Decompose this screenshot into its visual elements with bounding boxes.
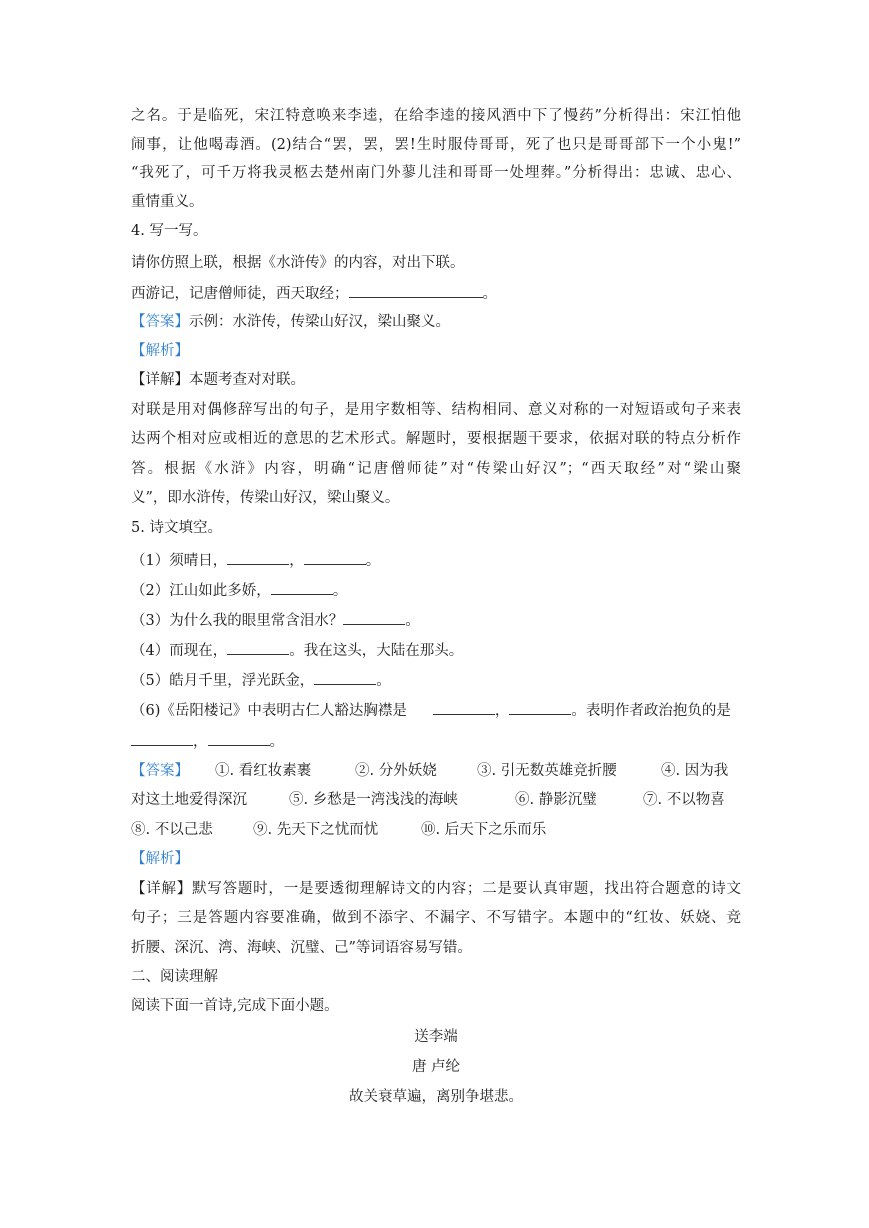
answer-item: ⑩. 后天下之乐而乐: [421, 822, 547, 838]
q5-title: 5. 诗文填空。: [131, 520, 222, 536]
q4-upper-text: 西游记，记唐僧师徒，西天取经；: [131, 286, 349, 302]
q4-detail-intro-text: 本题考查对对联。: [189, 372, 305, 388]
fill-blank: [227, 550, 289, 565]
answer-item: ⑧. 不以己悲: [131, 822, 213, 838]
punct: 。: [332, 583, 348, 599]
fill-blank: [349, 283, 483, 298]
q5-item-2: [131, 580, 741, 601]
section-heading: 二、阅读理解: [131, 969, 218, 985]
q5-item-4: [131, 640, 741, 661]
answer-item: ②. 分外妖娆: [355, 763, 437, 779]
q5-detail-text: 默写答题时，一是要透彻理解诗文的内容；二是要认真审题，找出符合题意的诗文: [192, 881, 741, 897]
q4-detail-line: 答。根据《水浒》内容，明确“记唐僧师徒”对“传梁山好汉”；“西天取经”对“梁山聚: [131, 461, 741, 477]
poem-line: 故关衰草遍，离别争堪悲。: [349, 1089, 523, 1105]
answer-item: ①. 看红妆素裹: [215, 763, 312, 779]
analysis-tag: 【解析】: [131, 343, 189, 359]
punct: ，: [289, 553, 304, 569]
answer-item: ⑨. 先天下之忧而忧: [253, 822, 379, 838]
q5-detail-line: 句子；三是答题内容要准确，做到不添字、不漏字、不写错字。本题中的“红妆、妖娆、竞: [131, 910, 741, 926]
q5-item-text: （1）须晴日，: [131, 553, 228, 569]
detail-tag: 【详解】: [131, 881, 193, 897]
q5-answer-row: [131, 761, 741, 781]
q5-item-3: [131, 610, 741, 631]
q3-analysis-line: 重情重义。: [131, 194, 204, 210]
answer-tag: 【答案】: [131, 763, 189, 779]
q5-item-1: [131, 550, 741, 571]
q5-item-text: （2）江山如此多娇，: [131, 583, 271, 599]
q4-detail-line: 达两个相对应或相近的意思的艺术形式。解题时，要根据题干要求，依据对联的特点分析作: [131, 431, 741, 447]
q4-answer: [131, 312, 741, 332]
answer-item: ④. 因为我: [661, 763, 729, 779]
section-instruction: 阅读下面一首诗,完成下面小题。: [131, 998, 339, 1014]
answer-item: ③. 引无数英雄竞折腰: [477, 763, 617, 779]
q5-item-6-cont: [131, 731, 741, 752]
fill-blank: [304, 550, 366, 565]
q4-detail-intro: [131, 370, 741, 390]
fill-blank: [314, 670, 376, 685]
answer-item: ⑥. 静影沉璧: [515, 792, 597, 808]
q5-detail-line: 折腰、深沉、湾、海峡、沉璧、己”等词语容易写错。: [131, 940, 472, 956]
punct: 。: [376, 673, 391, 689]
q3-analysis-line: “我死了，可千万将我灵柩去楚州南门外蓼儿洼和哥哥一处埋葬。”分析得出：忠诚、忠心、: [131, 165, 741, 181]
q5-item-text: 。表明作者政治抱负的是: [571, 703, 731, 719]
q5-item-text: 。我在这头，大陆在那头。: [289, 643, 464, 659]
punct: 。: [269, 734, 284, 750]
q5-item-text: （4）而现在，: [131, 643, 228, 659]
q3-analysis-line: 闹事，让他喝毒酒。(2)结合“罢，罢，罢!生时服侍哥哥，死了也只是哥哥部下一个小鬼!”: [131, 137, 741, 153]
q4-title: 4. 写一写。: [131, 223, 208, 239]
fill-blank: [509, 700, 571, 715]
analysis-tag: 【解析】: [131, 851, 189, 867]
fill-blank: [131, 731, 193, 746]
q5-answer-row: [131, 790, 741, 810]
answer-item: ⑤. 乡愁是一湾浅浅的海峡: [289, 792, 458, 808]
answer-item: ⑦. 不以物喜: [643, 792, 725, 808]
q5-answer-row: [131, 820, 741, 840]
answer-item: 对这土地爱得深沉: [131, 792, 247, 808]
answer-tag: 【答案】: [131, 314, 189, 330]
q4-detail-line: 对联是用对偶修辞写出的句子，是用字数相等、结构相同、意义对称的一对短语或句子来表: [131, 402, 741, 418]
poem-author: 唐 卢纶: [411, 1059, 461, 1075]
q5-detail-line: [131, 879, 741, 899]
q5-item-6: [131, 700, 741, 721]
q5-item-text: （5）皓月千里，浮光跃金，: [131, 673, 315, 689]
fill-blank: [208, 731, 270, 746]
q4-end-punct: 。: [482, 286, 497, 302]
fill-blank: [433, 700, 495, 715]
poem-title: 送李端: [414, 1029, 458, 1045]
punct: 。: [405, 613, 420, 629]
q4-upper-line: [131, 283, 741, 304]
q4-detail-line: 义”，即水浒传，传梁山好汉，梁山聚义。: [131, 490, 400, 506]
detail-tag: 【详解】: [131, 372, 189, 388]
punct: ，: [494, 703, 510, 719]
q5-item-5: [131, 670, 741, 691]
q4-answer-text: 示例：水浒传，传梁山好汉，梁山聚义。: [189, 314, 450, 330]
punct: 。: [365, 553, 381, 569]
q3-analysis-line: 之名。于是临死，宋江特意唤来李逵，在给李逵的接风酒中下了慢药”分析得出：宋江怕他: [131, 108, 741, 124]
q5-item-text: （6)《岳阳楼记》中表明古仁人豁达胸襟是: [131, 703, 407, 719]
fill-blank: [271, 580, 333, 595]
fill-blank: [227, 640, 289, 655]
q4-prompt: 请你仿照上联，根据《水浒传》的内容，对出下联。: [131, 255, 465, 271]
q5-item-text: （3）为什么我的眼里常含泪水？: [131, 613, 344, 629]
punct: ，: [193, 734, 208, 750]
fill-blank: [343, 610, 405, 625]
